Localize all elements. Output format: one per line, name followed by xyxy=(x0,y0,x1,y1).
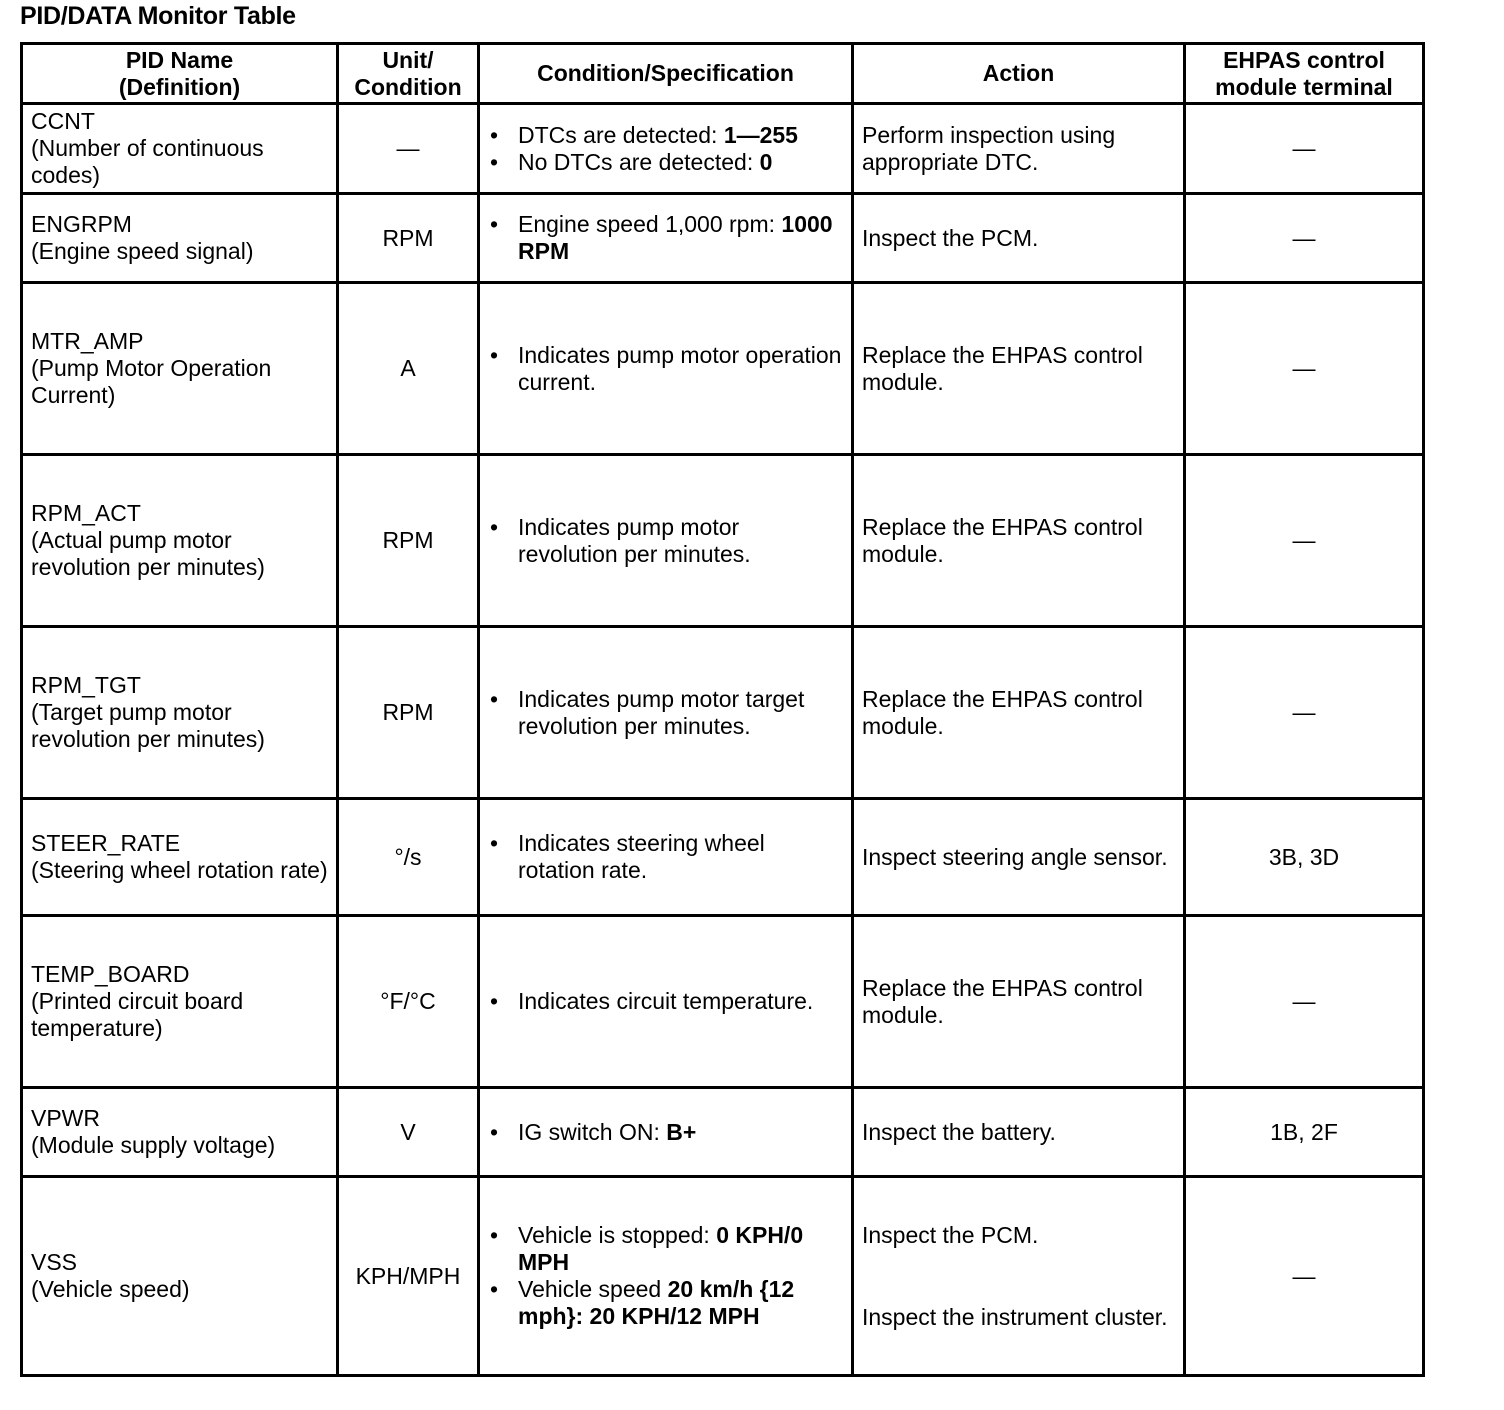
pid-name-cell xyxy=(22,1177,338,1376)
pid-name: RPM_TGT xyxy=(31,672,141,698)
pid-name: ENGRPM xyxy=(31,211,132,237)
spec-text: Engine speed 1,000 rpm: xyxy=(518,211,782,237)
spec-text: DTCs are detected: xyxy=(518,121,724,148)
pid-name-cell xyxy=(22,455,338,627)
table-row xyxy=(22,627,1424,799)
header-terminal-line2: module terminal xyxy=(1215,73,1393,100)
unit-cell: RPM xyxy=(338,455,479,627)
spec-text: IG switch ON: xyxy=(518,1118,667,1145)
pid-name: MTR_AMP xyxy=(31,328,144,354)
spec-cell xyxy=(479,1177,853,1376)
header-pid-name xyxy=(22,44,338,104)
unit-cell: RPM xyxy=(338,627,479,799)
spec-item: • Indicates steering wheel rotation rate. xyxy=(518,830,843,884)
pid-name-cell xyxy=(22,104,338,194)
pid-name-cell xyxy=(22,283,338,455)
spec-cell xyxy=(479,104,853,194)
action-cell: Replace the EHPAS control module. xyxy=(853,916,1185,1088)
header-terminal xyxy=(1185,44,1424,104)
header-spec: Condition/Specification xyxy=(479,44,853,104)
spec-item xyxy=(518,149,843,176)
table-row xyxy=(22,104,1424,194)
pid-name: STEER_RATE xyxy=(31,830,181,856)
action-text: Inspect the PCM. xyxy=(862,1221,1039,1248)
spec-item xyxy=(518,122,843,149)
pid-name-cell xyxy=(22,799,338,916)
unit-cell: KPH/MPH xyxy=(338,1177,479,1376)
action-cell: Inspect steering angle sensor. xyxy=(853,799,1185,916)
action-cell: Perform inspection using appropriate DTC. xyxy=(853,104,1185,194)
pid-name: VPWR xyxy=(31,1105,100,1131)
spec-value: 1—255 xyxy=(723,121,798,148)
spec-cell xyxy=(479,916,853,1088)
pid-name-cell xyxy=(22,194,338,283)
spec-value: 1000 RPM xyxy=(518,211,833,264)
spec-value: B+ xyxy=(666,1118,697,1145)
header-unit xyxy=(338,44,479,104)
spec-text: Vehicle is stopped: xyxy=(518,1222,717,1248)
terminal-cell: — xyxy=(1185,283,1424,455)
pid-name: RPM_ACT xyxy=(31,500,141,526)
pid-definition: (Target pump motor revolution per minutes) xyxy=(31,699,265,752)
spec-item xyxy=(518,211,843,265)
spec-item: • Indicates pump motor operation current. xyxy=(518,342,843,396)
terminal-cell: — xyxy=(1185,104,1424,194)
pid-definition: (Printed circuit board temperature) xyxy=(31,988,244,1041)
pid-data-monitor-table xyxy=(20,42,1425,1377)
action-cell: Inspect the battery. xyxy=(853,1088,1185,1177)
action-cell: Inspect the PCM. xyxy=(853,194,1185,283)
table-row xyxy=(22,799,1424,916)
pid-name-cell xyxy=(22,1088,338,1177)
pid-definition: (Actual pump motor revolution per minutes) xyxy=(31,527,265,580)
spec-value: 0 KPH/0 MPH xyxy=(518,1222,804,1275)
table-row xyxy=(22,1177,1424,1376)
pid-definition: (Module supply voltage) xyxy=(31,1132,276,1158)
pid-name: TEMP_BOARD xyxy=(31,961,190,987)
table-row xyxy=(22,455,1424,627)
unit-cell: V xyxy=(338,1088,479,1177)
unit-cell: RPM xyxy=(338,194,479,283)
pid-name-cell xyxy=(22,916,338,1088)
spec-text: No DTCs are detected: xyxy=(518,148,760,175)
header-unit-line2: Condition xyxy=(354,73,462,100)
spec-item: • Indicates circuit temperature. xyxy=(518,988,843,1015)
spec-cell xyxy=(479,283,853,455)
pid-definition: (Pump Motor Operation Current) xyxy=(31,355,272,408)
table-row xyxy=(22,1088,1424,1177)
header-action: Action xyxy=(853,44,1185,104)
terminal-cell: — xyxy=(1185,627,1424,799)
pid-name: CCNT xyxy=(31,108,95,134)
terminal-cell: — xyxy=(1185,916,1424,1088)
pid-definition: (Engine speed signal) xyxy=(31,238,254,264)
table-header-row xyxy=(22,44,1424,104)
spec-cell xyxy=(479,194,853,283)
action-cell xyxy=(853,1177,1185,1376)
unit-cell: — xyxy=(338,104,479,194)
spec-item: • Indicates pump motor revolution per minutes. xyxy=(518,514,843,568)
terminal-cell: 3B, 3D xyxy=(1185,799,1424,916)
action-cell: Replace the EHPAS control module. xyxy=(853,455,1185,627)
spec-item: • Indicates pump motor target revolution per minutes. xyxy=(518,686,843,740)
spec-item xyxy=(518,1276,843,1330)
terminal-cell: — xyxy=(1185,455,1424,627)
action-cell: Replace the EHPAS control module. xyxy=(853,283,1185,455)
spec-cell xyxy=(479,455,853,627)
spec-item xyxy=(518,1222,843,1276)
pid-name-cell xyxy=(22,627,338,799)
table-row xyxy=(22,916,1424,1088)
spec-item xyxy=(518,1119,843,1146)
unit-cell: A xyxy=(338,283,479,455)
unit-cell: °/s xyxy=(338,799,479,916)
spec-cell xyxy=(479,627,853,799)
terminal-cell: 1B, 2F xyxy=(1185,1088,1424,1177)
table-row xyxy=(22,194,1424,283)
pid-definition: (Steering wheel rotation rate) xyxy=(31,857,328,883)
terminal-cell: — xyxy=(1185,194,1424,283)
spec-text: Vehicle speed xyxy=(518,1276,668,1302)
pid-name: VSS xyxy=(31,1249,78,1275)
action-cell: Replace the EHPAS control module. xyxy=(853,627,1185,799)
unit-cell: °F/°C xyxy=(338,916,479,1088)
table-row xyxy=(22,283,1424,455)
pid-definition: (Vehicle speed) xyxy=(31,1276,190,1302)
spec-cell xyxy=(479,799,853,916)
page-title: PID/DATA Monitor Table xyxy=(20,2,296,30)
header-unit-line1: Unit/ xyxy=(382,46,434,73)
spec-cell xyxy=(479,1088,853,1177)
spec-value: 0 xyxy=(759,148,773,175)
spec-value: 20 km/h {12 mph}: 20 KPH/12 MPH xyxy=(518,1276,795,1329)
header-pid-name-line1: PID Name xyxy=(125,46,234,73)
action-text-2: Inspect the instrument cluster. xyxy=(862,1303,1168,1330)
header-terminal-line1: EHPAS control xyxy=(1223,46,1385,73)
terminal-cell: — xyxy=(1185,1177,1424,1376)
header-pid-name-line2: (Definition) xyxy=(118,73,241,100)
pid-definition: (Number of continuous codes) xyxy=(31,135,264,188)
